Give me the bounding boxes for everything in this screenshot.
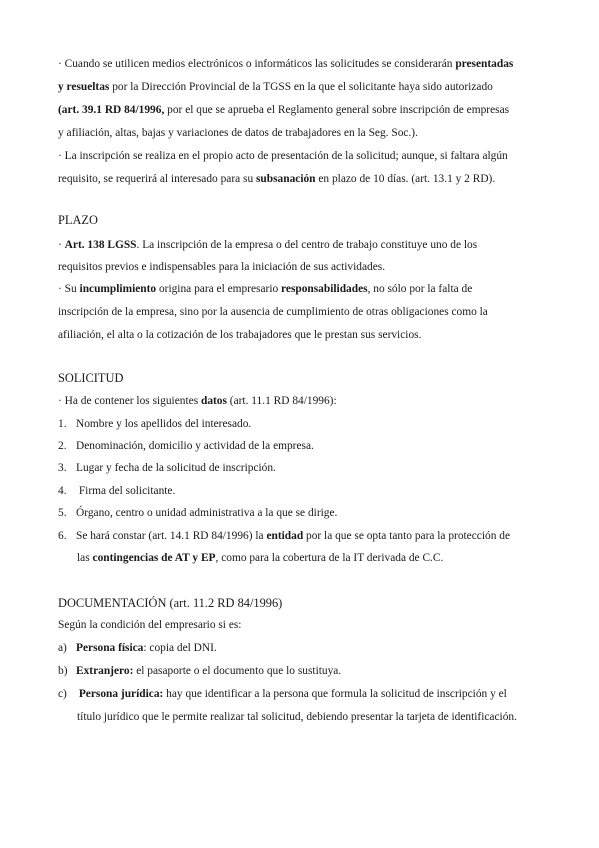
text: ·	[58, 239, 65, 251]
list-item	[58, 641, 217, 655]
bold-text: (art. 39.1 RD 84/1996,	[58, 104, 165, 116]
section-heading-solicitud: SOLICITUD	[58, 371, 124, 385]
plazo-line-5: afiliación, el alta o la cotización de los trabajadores que le prestan sus servicios.	[58, 329, 422, 341]
text: origina para el empresario	[156, 283, 282, 295]
list-text: Lugar y fecha de la solicitud de inscripción.	[76, 462, 276, 474]
p1-line-1	[58, 57, 513, 71]
text: por la Dirección Provincial de la TGSS en la que el solicitante haya sido autorizado	[109, 81, 493, 93]
list-marker: 3.	[58, 462, 67, 474]
list-item	[58, 461, 276, 475]
list-text: Se hará constar (art. 14.1 RD 84/1996) la	[76, 530, 267, 542]
list-text: Nombre y los apellidos del interesado.	[76, 418, 252, 430]
list-item	[58, 484, 175, 498]
list-text: Firma del solicitante.	[76, 485, 176, 497]
list-item	[58, 506, 337, 520]
text: · Ha de contener los siguientes	[58, 395, 201, 407]
plazo-line-2: requisitos previos e indispensables para la iniciación de sus actividades.	[58, 261, 386, 273]
p1-line-6	[58, 172, 495, 186]
bold-text: Persona jurídica:	[76, 688, 164, 700]
list-text: : copia del DNI.	[143, 642, 217, 654]
text: , no sólo por la falta de	[367, 283, 473, 295]
bold-text: incumplimiento	[79, 283, 157, 295]
list-marker: a)	[58, 642, 67, 654]
text: (art. 11.1 RD 84/1996):	[226, 395, 337, 407]
list-marker: 1.	[58, 418, 67, 430]
bold-text: y resueltas	[58, 81, 110, 93]
plazo-line-4: inscripción de la empresa, sino por la ausencia de cumplimiento de otras obligaciones como la	[58, 306, 488, 318]
list-item	[58, 417, 251, 431]
p1-line-3	[58, 103, 509, 117]
list-item	[58, 439, 314, 453]
list-text: por la que se opta tanto para la protección de	[303, 530, 511, 542]
documentacion-intro: Según la condición del empresario si es:	[58, 619, 242, 631]
list-marker: c)	[58, 688, 67, 700]
list-item	[58, 687, 507, 701]
list-marker: 4.	[58, 485, 67, 497]
plazo-line-3	[58, 282, 472, 296]
text: por el que se aprueba el Reglamento general sobre inscripción de empresas	[164, 104, 510, 116]
text: · Cuando se utilicen medios electrónicos o informáticos las solicitudes se considerarán	[58, 58, 456, 70]
list-marker: 2.	[58, 440, 67, 452]
list-marker: 6.	[58, 530, 67, 542]
p1-line-4: y afiliación, altas, bajas y variaciones de datos de trabajadores en la Seg. Soc.).	[58, 127, 418, 139]
list-item	[58, 529, 510, 543]
list-text: hay que identificar a la persona que formula la solicitud de inscripción y el	[163, 688, 507, 700]
bold-text: datos	[200, 395, 227, 407]
bold-text: responsabilidades	[281, 283, 368, 295]
bold-text: Extranjero:	[76, 665, 134, 677]
list-marker: b)	[58, 665, 68, 677]
section-heading-documentacion: DOCUMENTACIÓN (art. 11.2 RD 84/1996)	[58, 596, 283, 610]
bold-text: subsanación	[256, 173, 316, 185]
list-marker: 5.	[58, 507, 67, 519]
bold-text: entidad	[266, 530, 304, 542]
list-text: las	[77, 552, 93, 564]
bold-text: presentadas	[455, 58, 514, 70]
bold-text: Persona física	[76, 642, 144, 654]
list-text: Órgano, centro o unidad administrativa a la que se dirige.	[76, 507, 338, 519]
bold-text: contingencias de AT y EP	[92, 552, 216, 564]
solicitud-intro	[58, 394, 337, 408]
plazo-line-1	[58, 238, 477, 252]
p1-line-2	[58, 80, 493, 94]
list-item	[58, 664, 341, 678]
list-text: Denominación, domicilio y actividad de la empresa.	[76, 440, 314, 452]
text: requisito, se requerirá al interesado para su	[58, 173, 256, 185]
bold-text: Art. 138 LGSS	[64, 239, 137, 251]
list-item-continuation: título jurídico que le permite realizar tal solicitud, debiendo presentar la tarjeta de identificación.	[77, 711, 517, 723]
list-item-continuation	[77, 551, 443, 565]
text: · Su	[58, 283, 80, 295]
text: . La inscripción de la empresa o del centro de trabajo constituye uno de los	[136, 239, 478, 251]
text: en plazo de 10 días. (art. 13.1 y 2 RD).	[315, 173, 496, 185]
list-text: el pasaporte o el documento que lo sustituya.	[133, 665, 342, 677]
p1-line-5: · La inscripción se realiza en el propio acto de presentación de la solicitud; aunque, si faltara algún	[58, 150, 508, 162]
list-text: , como para la cobertura de la IT derivada de C.C.	[215, 552, 444, 564]
section-heading-plazo: PLAZO	[58, 213, 98, 227]
